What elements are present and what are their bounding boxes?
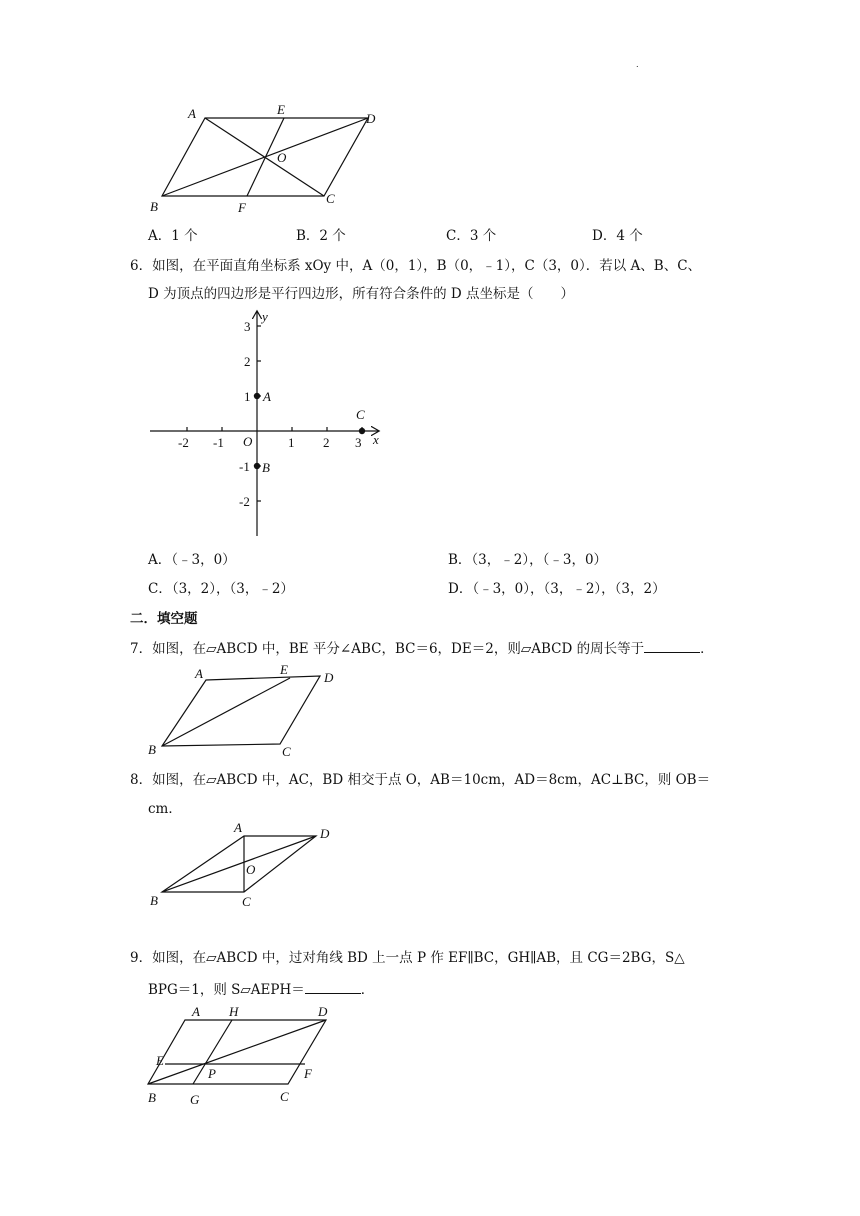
q8-label-d: D (320, 826, 330, 841)
q7-label-b: B (148, 742, 156, 757)
q7-label-e: E (280, 662, 288, 677)
q6-point-b-label: B (262, 460, 270, 475)
q7-stem (130, 637, 714, 657)
q7-label-a: A (195, 666, 203, 681)
q6-coordinate-plane (140, 306, 400, 542)
q9-label-h: H (229, 1004, 239, 1019)
q6-option-d: D．（﹣3，0），（3，﹣2），（3，2） (448, 581, 666, 597)
q9-label-e: E (156, 1053, 164, 1068)
q9-label-c: C (280, 1089, 289, 1104)
q6-ytick: 2 (244, 354, 251, 369)
q5-option-c: C．3 个 (446, 228, 497, 244)
q9-stem-end: ． (360, 982, 375, 998)
q6-option-c: C．（3，2），（3，﹣2） (148, 581, 294, 597)
top-mark: . (636, 60, 639, 69)
q6-ytick: 3 (244, 319, 251, 334)
q9-stem-text: BPG＝1，则 S▱AEPH＝ (148, 982, 305, 998)
q6-xtick: -2 (178, 435, 189, 450)
q6-stem-line2: D 为顶点的四边形是平行四边形，所有符合条件的 D 点坐标是（ ） (148, 286, 575, 302)
q7-label-c: C (282, 744, 291, 759)
q8-label-b: B (150, 893, 158, 908)
q9-label-d: D (318, 1004, 328, 1019)
q9-label-a: A (192, 1004, 200, 1019)
q7-label-d: D (324, 670, 334, 685)
q5-label-a: A (188, 106, 196, 121)
q8-parallelogram-figure (140, 818, 360, 910)
q9-label-f: F (304, 1066, 312, 1081)
q7-parallelogram-figure (140, 660, 360, 760)
q8-label-c: C (242, 894, 251, 909)
q6-option-a: A．（﹣3，0） (148, 552, 236, 568)
q5-label-e: E (277, 102, 285, 117)
q5-label-b: B (150, 199, 158, 214)
q6-origin-label: O (243, 434, 253, 449)
section-title-fill-in: 二．填空题 (130, 611, 198, 627)
q6-xtick: 1 (288, 435, 295, 450)
q5-parallelogram-figure (140, 98, 400, 218)
q8-stem-line2: cm． (148, 801, 182, 817)
q5-option-a: A．1 个 (148, 228, 198, 244)
q6-ytick: 1 (244, 389, 251, 404)
q6-xtick: 2 (323, 435, 330, 450)
q8-label-a: A (234, 820, 242, 835)
q9-stem-line2 (148, 978, 374, 998)
q5-label-f: F (238, 200, 246, 215)
q5-label-c: C (326, 191, 335, 206)
q5-label-d: D (366, 111, 376, 126)
q6-axis-x-label: x (373, 432, 379, 447)
q5-option-d: D．4 个 (592, 228, 643, 244)
q9-stem-line1: 9．如图，在▱ABCD 中，过对角线 BD 上一点 P 作 EF∥BC，GH∥AB，且 CG＝2BG，S△ (130, 950, 685, 966)
q9-parallelogram-figure (140, 998, 360, 1110)
q6-ytick: -1 (239, 459, 250, 474)
q8-stem-line1: 8．如图，在▱ABCD 中，AC，BD 相交于点 O，AB＝10cm，AD＝8cm，AC⊥BC，则 OB＝ (130, 772, 711, 788)
q7-stem-text: 7．如图，在▱ABCD 中，BE 平分∠ABC，BC＝6，DE＝2，则▱ABCD 的周长等于 (130, 641, 645, 657)
q6-axis-y-label: y (262, 309, 268, 324)
q6-option-b: B．（3，﹣2），（﹣3，0） (448, 552, 608, 568)
q9-label-g: G (190, 1092, 200, 1107)
q5-option-b: B．2 个 (296, 228, 346, 244)
q6-ytick: -2 (239, 494, 250, 509)
q8-label-o: O (246, 862, 256, 877)
q5-label-o: O (277, 150, 287, 165)
q7-answer-blank (644, 640, 700, 653)
q6-xtick: -1 (213, 435, 224, 450)
q6-point-a-label: A (263, 389, 271, 404)
q6-xtick: 3 (355, 435, 362, 450)
q9-label-p: P (208, 1066, 216, 1081)
q9-label-b: B (148, 1090, 156, 1105)
q6-stem-line1: 6．如图，在平面直角坐标系 xOy 中，A（0，1），B（0，﹣1），C（3，0）．若以 A、B、C、 (130, 258, 702, 274)
q6-point-c-label: C (356, 407, 365, 422)
q9-answer-blank (305, 981, 361, 994)
q7-stem-end: ． (700, 641, 714, 657)
